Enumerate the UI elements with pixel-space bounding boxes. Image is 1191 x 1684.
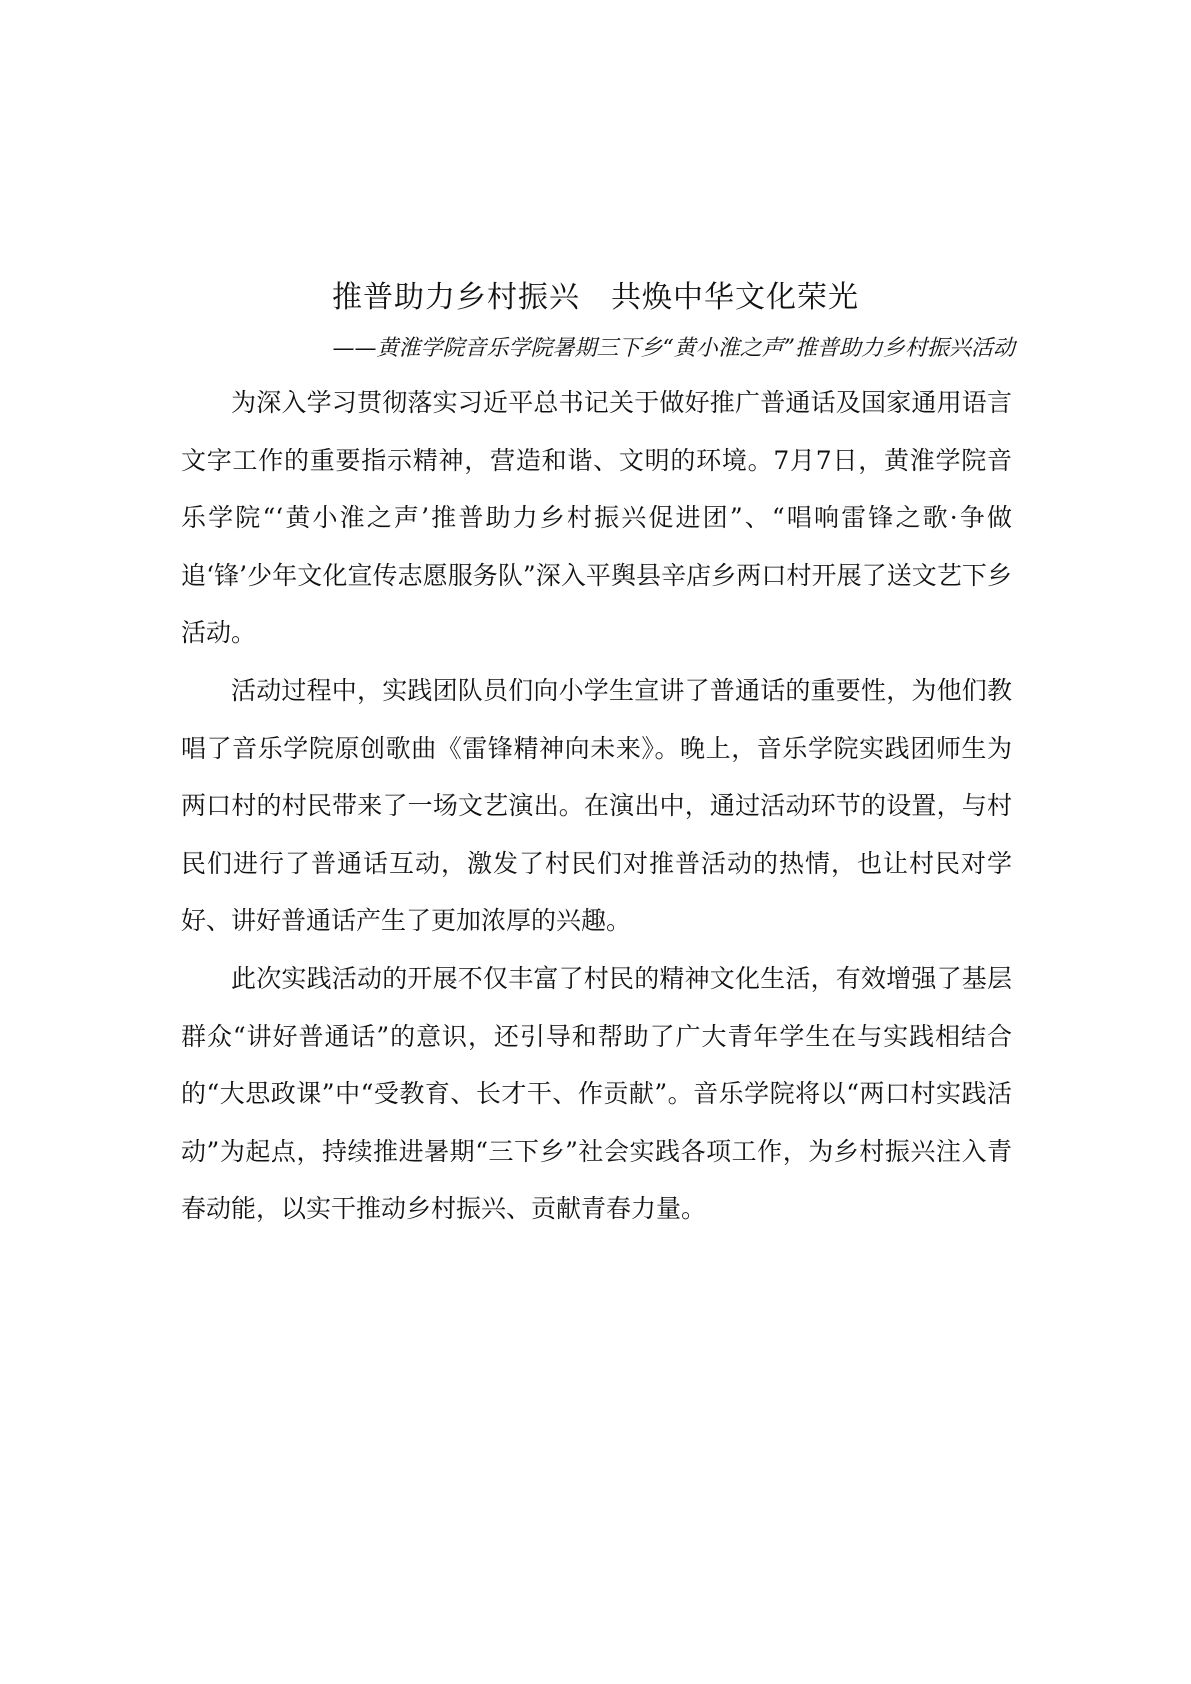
paragraph-3: 此次实践活动的开展不仅丰富了村民的精神文化生活，有效增强了基层群众“讲好普通话”的意识，还引导和帮助了广大青年学生在与实践相结合的“大思政课”中“受教育、长才干、作贡献”。音乐学院将以“两口村实践活动”为起点，持续推进暑期“三下乡”社会实践各项工作，为乡村振兴注入青春动能，以实干推动乡村振兴、贡献青春力量。 bbox=[181, 963, 1012, 1224]
paragraph-2: 活动过程中，实践团队员们向小学生宣讲了普通话的重要性，为他们教唱了音乐学院原创歌曲《雷锋精神向未来》。晚上，音乐学院实践团师生为两口村的村民带来了一场文艺演出。在演出中，通过活动环节的设置，与村民们进行了普通话互动，激发了村民们对推普活动的热情，也让村民对学好、讲好普通话产生了更加浓厚的兴趣。 bbox=[181, 675, 1012, 936]
document-subtitle: ——黄淮学院音乐学院暑期三下乡“黄小淮之声”推普助力乡村振兴活动 bbox=[332, 336, 1015, 361]
document-body bbox=[181, 374, 1012, 1238]
document-title: 推普助力乡村振兴 共焕中华文化荣光 bbox=[332, 280, 859, 315]
paragraph-1: 为深入学习贯彻落实习近平总书记关于做好推广普通话及国家通用语言文字工作的重要指示精神，营造和谐、文明的环境。7月7日，黄淮学院音乐学院“‘黄小淮之声’推普助力乡村振兴促进团”、“唱响雷锋之歌·争做追‘锋’少年文化宣传志愿服务队”深入平舆县辛店乡两口村开展了送文艺下乡活动。 bbox=[181, 388, 1012, 648]
